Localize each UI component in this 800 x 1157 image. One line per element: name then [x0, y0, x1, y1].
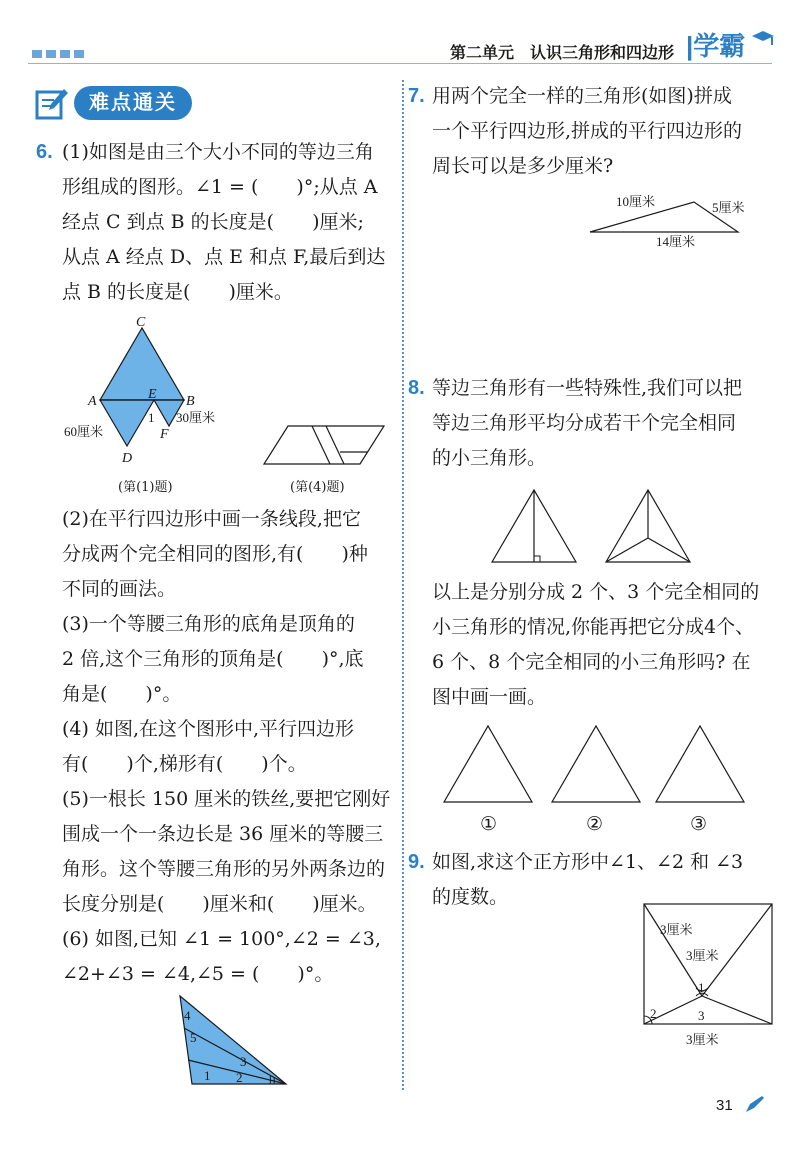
header-square — [32, 50, 42, 58]
page-number: 31 — [716, 1097, 733, 1114]
pencil-note-icon — [34, 86, 70, 122]
figure-q8-examples — [480, 484, 710, 568]
angle-5-label: 5 — [190, 1030, 197, 1045]
q6-line: 分成两个完全相同的图形,有( )种 — [62, 543, 368, 565]
point-b-label: B — [186, 394, 195, 409]
length-30-label: 30厘米 — [176, 410, 216, 425]
q6-line: 形组成的图形。∠1 = ( )°;从点 A — [62, 176, 378, 198]
q6-line: ∠2+∠3 = ∠4,∠5 = ( )°。 — [62, 963, 334, 985]
q6-line: 不同的画法。 — [62, 578, 177, 600]
q7-line: 周长可以是多少厘米? — [432, 155, 614, 177]
circled-number-1: ① — [480, 813, 498, 835]
figure-q9 — [630, 900, 780, 1050]
q6-line: 经点 C 到点 B 的长度是( )厘米; — [62, 211, 364, 233]
q6-line: 从点 A 经点 D、点 E 和点 F,最后到达 — [62, 246, 386, 268]
header-rule — [28, 63, 772, 64]
circled-number-2: ② — [586, 813, 604, 835]
point-e-label: E — [148, 387, 157, 402]
angle-3-label: 3 — [698, 1008, 705, 1023]
angle-2-label: 2 — [650, 1006, 657, 1021]
angle-2-label: 2 — [236, 1070, 243, 1085]
question-number: 8. — [408, 377, 425, 399]
question-number: 7. — [408, 85, 425, 107]
q6-line: (3)一个等腰三角形的底角是顶角的 — [62, 613, 355, 635]
figure-q6-1 — [60, 312, 240, 472]
figure-q6-4 — [260, 420, 390, 470]
q6-line: 长度分别是( )厘米和( )厘米。 — [62, 893, 377, 915]
angle-1-label: 1 — [698, 980, 705, 995]
q6-line: 角形。这个等腰三角形的另外两条边的 — [62, 858, 386, 880]
q6-line: (6) 如图,已知 ∠1 = 100°,∠2 = ∠3, — [62, 928, 381, 950]
q7-line: 用两个完全一样的三角形(如图)拼成 — [432, 85, 732, 107]
triangle-large-top — [100, 328, 184, 400]
q8-line: 图中画一画。 — [432, 686, 547, 708]
q6-line: (4) 如图,在这个图形中,平行四边形 — [62, 718, 355, 740]
figure-q8-blank-triangles — [440, 720, 780, 806]
q7-line: 一个平行四边形,拼成的平行四边形的 — [432, 120, 743, 142]
q8-line: 6 个、8 个完全相同的小三角形吗? 在 — [432, 651, 751, 673]
section-badge: 难点通关 — [74, 86, 192, 120]
q8-line: 以上是分别分成 2 个、3 个完全相同的 — [432, 581, 760, 603]
question-number: 9. — [408, 851, 425, 873]
column-divider — [402, 80, 404, 1090]
pencil-icon — [742, 1094, 766, 1114]
side-14cm-label: 14厘米 — [656, 234, 696, 249]
angle-4-label: 4 — [184, 1008, 191, 1023]
circled-number-3: ③ — [690, 813, 708, 835]
point-d-label: D — [122, 451, 133, 466]
question-number: 6. — [36, 141, 53, 163]
q6-line: (1)如图是由三个大小不同的等边三角 — [62, 141, 374, 163]
q6-line: 围成一个一条边长是 36 厘米的等腰三 — [62, 823, 384, 845]
q6-line: 点 B 的长度是( )厘米。 — [62, 281, 293, 303]
side-10cm-label: 10厘米 — [616, 194, 656, 209]
q6-line: 2 倍,这个三角形的顶角是( )°,底 — [62, 648, 364, 670]
q8-line: 的小三角形。 — [432, 447, 547, 469]
q6-line: 有( )个,梯形有( )个。 — [62, 753, 307, 775]
q6-line: (5)一根长 150 厘米的铁丝,要把它刚好 — [62, 788, 391, 810]
side-5cm-label: 5厘米 — [712, 200, 745, 215]
triangle-left-bottom — [100, 400, 154, 446]
angle-1-label: 1 — [148, 410, 155, 425]
length-label: 3厘米 — [686, 1032, 719, 1047]
header-square — [46, 50, 56, 58]
length-label: 3厘米 — [686, 948, 719, 963]
figure-caption: (第(4)题) — [290, 480, 345, 495]
q9-line: 如图,求这个正方形中∠1、∠2 和 ∠3 — [432, 851, 744, 873]
unit-title: 第二单元 认识三角形和四边形 — [450, 45, 675, 62]
header-square — [60, 50, 70, 58]
q9-line: 的度数。 — [432, 886, 509, 908]
figure-q7 — [580, 188, 760, 254]
length-60-label: 60厘米 — [64, 424, 104, 439]
q6-line: 角是( )°。 — [62, 683, 182, 705]
point-c-label: C — [136, 315, 146, 330]
q8-line: 小三角形的情况,你能再把它分成4个、 — [432, 616, 755, 638]
figure-q6-6 — [170, 990, 294, 1090]
angle-1-label: 1 — [204, 1068, 211, 1083]
graduation-cap-icon — [750, 28, 776, 48]
q6-line: (2)在平行四边形中画一条线段,把它 — [62, 508, 361, 530]
figure-caption: (第(1)题) — [118, 480, 173, 495]
q8-line: 等边三角形平均分成若干个完全相同 — [432, 412, 737, 434]
q8-line: 等边三角形有一些特殊性,我们可以把 — [432, 377, 743, 399]
angle-3-label: 3 — [240, 1054, 247, 1069]
length-label: 3厘米 — [660, 922, 693, 937]
point-a-label: A — [88, 394, 97, 409]
point-f-label: F — [160, 427, 169, 442]
header-square — [74, 50, 84, 58]
brand-logo: |学霸 — [686, 31, 746, 61]
